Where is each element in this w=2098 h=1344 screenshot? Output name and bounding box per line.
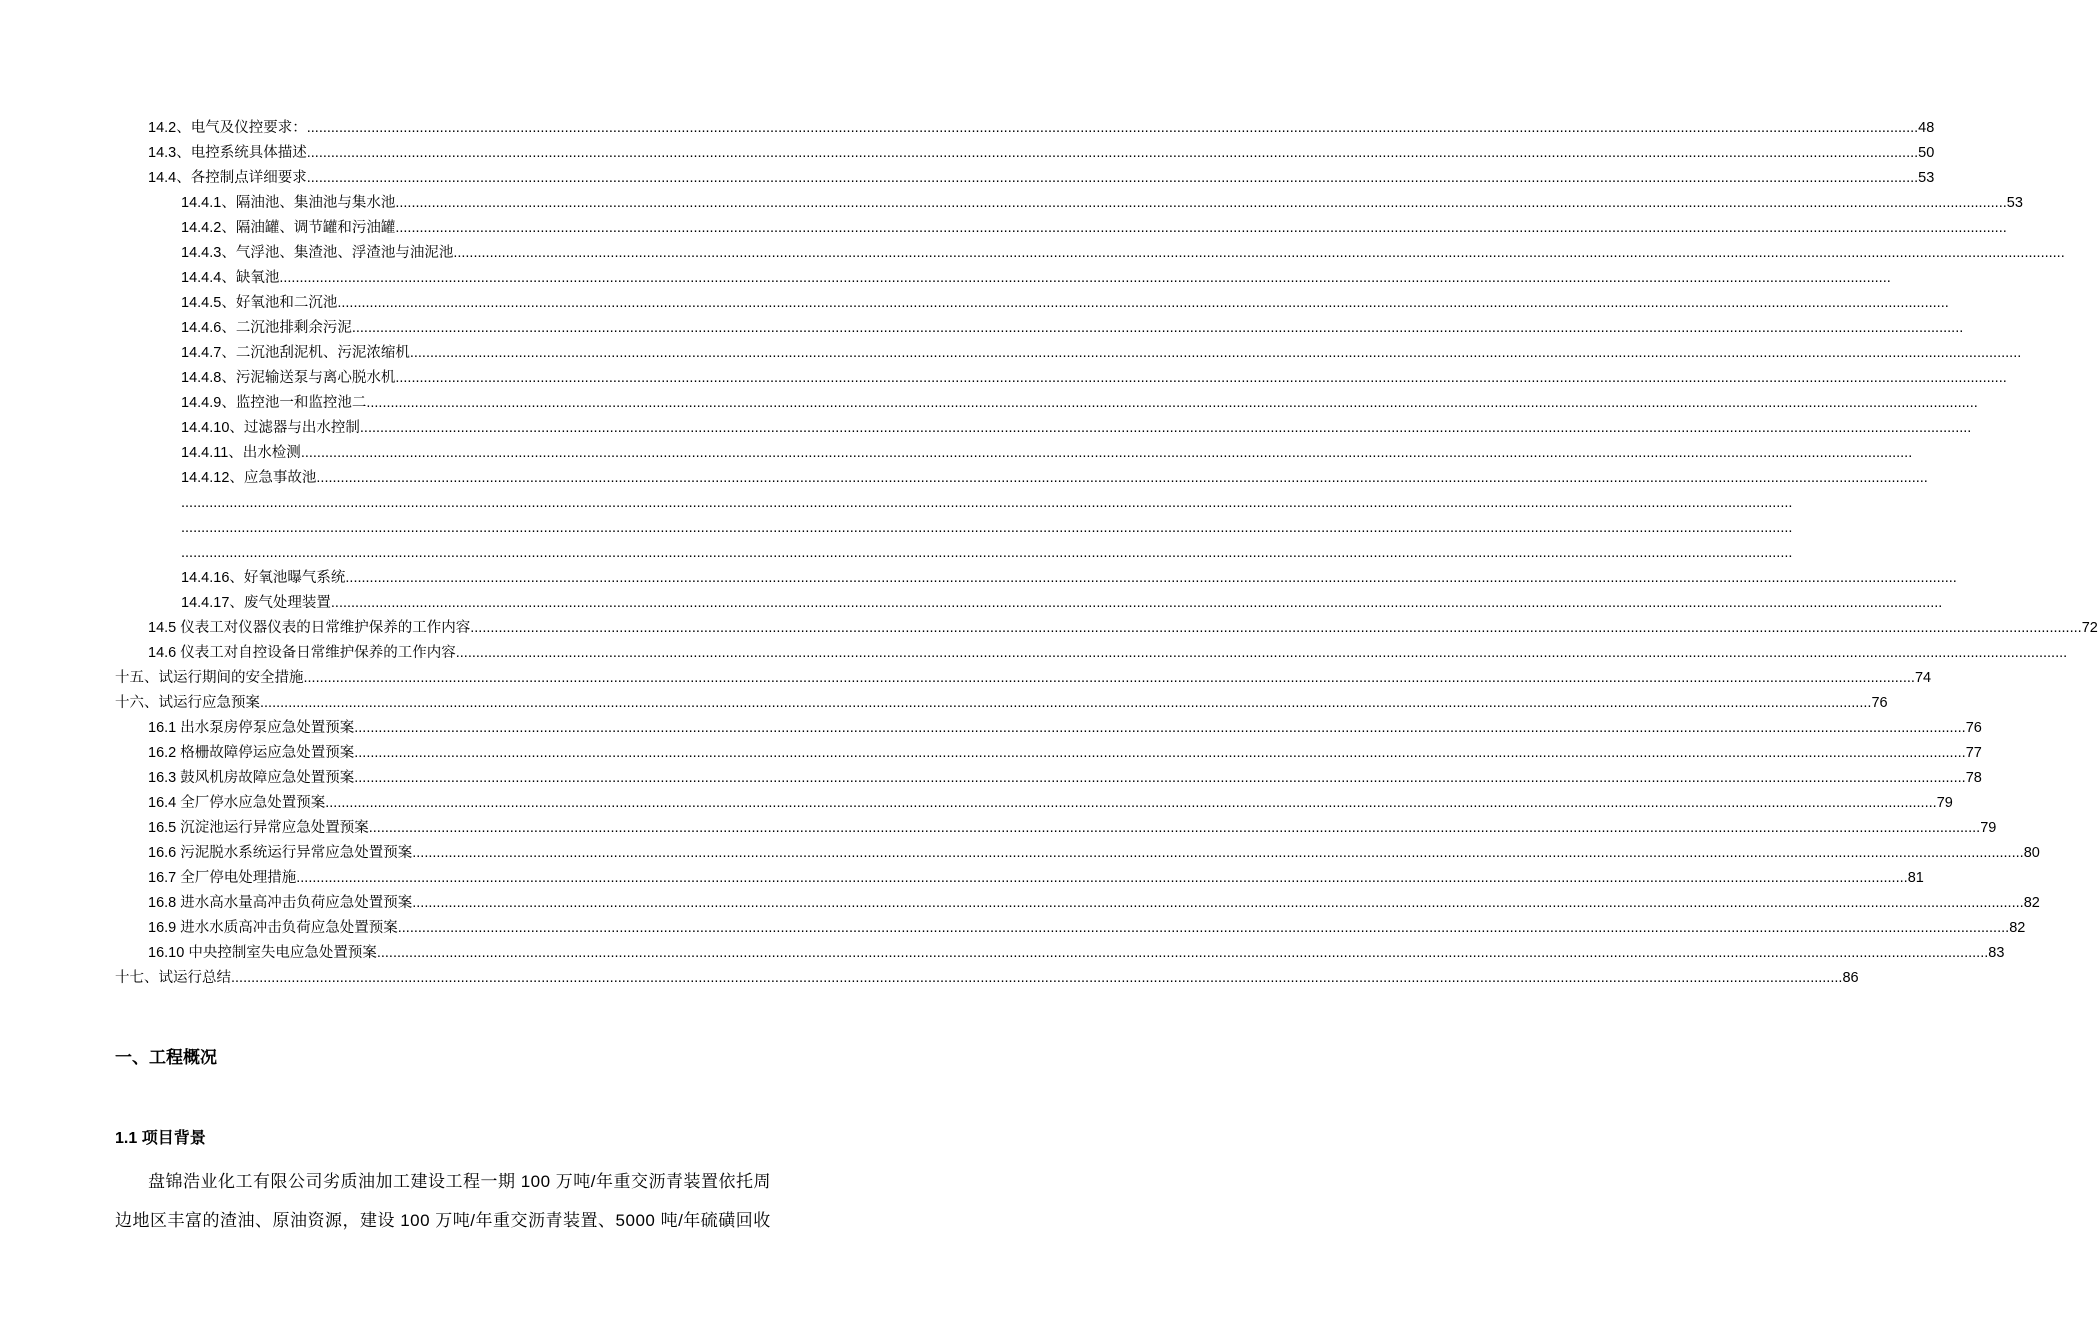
toc-entry-title: 14.4.5、好氧池和二沉池 (181, 295, 338, 311)
toc-entry-page: 53 (1918, 170, 1935, 186)
toc-entry[interactable] (0, 166, 1935, 191)
toc-entry[interactable] (0, 491, 1793, 516)
body-paragraph-line-2: 边地区丰富的渣油、原油资源，建设 100 万吨/年重交沥青装置、5000 吨/年硫磺回收 (115, 1211, 771, 1230)
toc-dot-leader: ................................................................................................................................................................................................................................................................................................................................................................................................................ (296, 870, 1908, 886)
toc-entry[interactable] (0, 916, 2026, 941)
toc-entry-title: 14.4.4、缺氧池 (181, 270, 280, 286)
toc-entry[interactable] (0, 866, 1924, 891)
toc-entry-title: 14.4.7、二沉池刮泥机、污泥浓缩机 (181, 345, 410, 361)
toc-dot-leader: ................................................................................................................................................................................................................................................................................................................................................................................................................ (300, 445, 1913, 461)
toc-dot-leader: ................................................................................................................................................................................................................................................................................................................................................................................................................ (354, 720, 1966, 736)
toc-entry-page: 79 (1936, 795, 1953, 811)
toc-entry[interactable] (0, 841, 2040, 866)
toc-dot-leader: ................................................................................................................................................................................................................................................................................................................................................................................................................ (409, 345, 2022, 361)
table-of-contents (0, 116, 2098, 991)
toc-entry-title: 14.3、电控系统具体描述 (148, 145, 307, 161)
toc-dot-leader: ................................................................................................................................................................................................................................................................................................................................................................................................................ (354, 770, 1966, 786)
toc-dot-leader: ................................................................................................................................................................................................................................................................................................................................................................................................................ (316, 470, 1928, 486)
toc-entry-title: 14.4.3、气浮池、集渣池、浮渣池与油泥池 (181, 245, 454, 261)
toc-entry[interactable] (0, 341, 2022, 366)
toc-entry[interactable] (0, 441, 1913, 466)
toc-dot-leader: ................................................................................................................................................................................................................................................................................................................................................................................................................ (303, 670, 1915, 686)
toc-dot-leader: ................................................................................................................................................................................................................................................................................................................................................................................................................ (354, 745, 1966, 761)
toc-entry-page: 72 (2081, 620, 2098, 636)
toc-dot-leader: ................................................................................................................................................................................................................................................................................................................................................................................................................ (279, 270, 1891, 286)
toc-entry[interactable] (0, 891, 2040, 916)
toc-entry-title: 14.4.17、废气处理装置 (181, 595, 331, 611)
toc-entry[interactable] (0, 266, 1891, 291)
toc-entry-page: 50 (1918, 145, 1935, 161)
toc-entry-title: 14.4.8、污泥输送泵与离心脱水机 (181, 370, 396, 386)
toc-entry[interactable] (0, 291, 1949, 316)
toc-dot-leader: ................................................................................................................................................................................................................................................................................................................................................................................................................ (351, 320, 1964, 336)
toc-entry-title: 16.5 沉淀池运行异常应急处置预案 (148, 820, 369, 836)
toc-entry-page: 76 (1871, 695, 1888, 711)
section-heading: 一、工程概况 (115, 1048, 217, 1067)
toc-entry-title: 14.4.12、应急事故池 (181, 470, 317, 486)
toc-entry[interactable] (0, 591, 1943, 616)
toc-dot-leader: ................................................................................................................................................................................................................................................................................................................................................................................................................ (453, 245, 2065, 261)
toc-entry[interactable] (0, 466, 1928, 491)
toc-dot-leader: ................................................................................................................................................................................................................................................................................................................................................................................................................ (359, 420, 1972, 436)
toc-dot-leader: ................................................................................................................................................................................................................................................................................................................................................................................................................ (395, 370, 2007, 386)
toc-dot-leader: ................................................................................................................................................................................................................................................................................................................................................................................................................ (231, 970, 1843, 986)
toc-entry[interactable] (0, 541, 1793, 566)
toc-dot-leader: ................................................................................................................................................................................................................................................................................................................................................................................................................ (412, 845, 2024, 861)
toc-entry[interactable] (0, 616, 2098, 641)
toc-entry-title: 14.4.11、出水检测 (181, 445, 301, 461)
toc-entry-page: 48 (1918, 120, 1935, 136)
toc-entry-title: 14.4.16、好氧池曝气系统 (181, 570, 346, 586)
toc-entry-page: 77 (1965, 745, 1982, 761)
subsection-heading: 1.1 项目背景 (115, 1130, 206, 1147)
toc-entry[interactable] (0, 641, 2068, 666)
toc-entry-page: 86 (1842, 970, 1859, 986)
toc-entry-page: 82 (2023, 895, 2040, 911)
toc-entry[interactable] (0, 316, 1964, 341)
toc-dot-leader: ................................................................................................................................................................................................................................................................................................................................................................................................................ (395, 220, 2007, 236)
toc-entry[interactable] (0, 516, 1793, 541)
toc-entry-page: 74 (1914, 670, 1932, 686)
toc-dot-leader: ................................................................................................................................................................................................................................................................................................................................................................................................................ (376, 945, 1989, 961)
toc-entry-title: 十七、试运行总结 (115, 970, 231, 986)
toc-entry-page: 81 (1907, 870, 1924, 886)
toc-dot-leader: ................................................................................................................................................................................................................................................................................................................................................................................................................ (306, 145, 1919, 161)
toc-dot-leader: ................................................................................................................................................................................................................................................................................................................................................................................................................ (345, 570, 1957, 586)
toc-entry[interactable] (0, 566, 1957, 591)
toc-entry-title: 16.1 出水泵房停泵应急处置预案 (148, 720, 355, 736)
toc-entry[interactable] (0, 791, 1953, 816)
toc-dot-leader: ................................................................................................................................................................................................................................................................................................................................................................................................................ (306, 170, 1919, 186)
toc-entry[interactable] (0, 966, 1859, 991)
toc-dot-leader: ................................................................................................................................................................................................................................................................................................................................................................................................................ (260, 695, 1872, 711)
toc-entry-title: 16.4 全厂停水应急处置预案 (148, 795, 326, 811)
toc-entry-title: 16.6 污泥脱水系统运行异常应急处置预案 (148, 845, 413, 861)
toc-entry-page: 78 (1965, 770, 1982, 786)
toc-dot-leader: ................................................................................................................................................................................................................................................................................................................................................................................................................ (325, 795, 1937, 811)
toc-entry-title: 14.5 仪表工对仪器仪表的日常维护保养的工作内容 (148, 620, 471, 636)
toc-entry-title: 14.2、电气及仪控要求： (148, 120, 307, 136)
toc-entry-page: 76 (1965, 720, 1982, 736)
toc-entry-page: 82 (2009, 920, 2026, 936)
toc-entry-title: 16.10 中央控制室失电应急处置预案 (148, 945, 377, 961)
toc-entry-page: 83 (1988, 945, 2005, 961)
toc-entry-title: 14.4.10、过滤器与出水控制 (181, 420, 360, 436)
toc-entry[interactable] (0, 766, 1982, 791)
toc-dot-leader: ................................................................................................................................................................................................................................................................................................................................................................................................................ (412, 895, 2024, 911)
toc-dot-leader: ................................................................................................................................................................................................................................................................................................................................................................................................................ (455, 645, 2068, 661)
toc-dot-leader: ................................................................................................................................................................................................................................................................................................................................................................................................................ (181, 545, 1793, 561)
toc-entry[interactable] (0, 666, 1932, 691)
toc-entry-title: 十五、试运行期间的安全措施 (115, 670, 304, 686)
toc-entry-page: 80 (2023, 845, 2040, 861)
toc-entry[interactable] (0, 741, 1982, 766)
toc-entry-title: 14.4.6、二沉池排剩余污泥 (181, 320, 352, 336)
toc-entry[interactable] (0, 241, 2065, 266)
toc-dot-leader: ................................................................................................................................................................................................................................................................................................................................................................................................................ (470, 620, 2082, 636)
toc-entry[interactable] (0, 116, 1935, 141)
body-paragraph-line-1: 盘锦浩业化工有限公司劣质油加工建设工程一期 100 万吨/年重交沥青装置依托周 (148, 1172, 772, 1191)
toc-entry[interactable] (0, 691, 1888, 716)
toc-entry[interactable] (0, 716, 1982, 741)
toc-dot-leader: ................................................................................................................................................................................................................................................................................................................................................................................................................ (368, 820, 1981, 836)
toc-dot-leader: ................................................................................................................................................................................................................................................................................................................................................................................................................ (337, 295, 1949, 311)
toc-entry[interactable] (0, 141, 1935, 166)
toc-entry[interactable] (0, 191, 2023, 216)
toc-entry[interactable] (0, 941, 2005, 966)
toc-dot-leader: ................................................................................................................................................................................................................................................................................................................................................................................................................ (330, 595, 1943, 611)
toc-dot-leader: ................................................................................................................................................................................................................................................................................................................................................................................................................ (181, 520, 1793, 536)
toc-entry-page: 53 (2006, 195, 2023, 211)
toc-dot-leader: ................................................................................................................................................................................................................................................................................................................................................................................................................ (397, 920, 2010, 936)
toc-entry[interactable] (0, 416, 1972, 441)
toc-entry[interactable] (0, 216, 2007, 241)
toc-entry[interactable] (0, 366, 2007, 391)
toc-entry-title: 16.3 鼓风机房故障应急处置预案 (148, 770, 355, 786)
toc-dot-leader: ................................................................................................................................................................................................................................................................................................................................................................................................................ (181, 495, 1793, 511)
toc-entry-title: 16.8 进水高水量高冲击负荷应急处置预案 (148, 895, 413, 911)
toc-dot-leader: ................................................................................................................................................................................................................................................................................................................................................................................................................ (306, 120, 1919, 136)
toc-entry-title: 16.9 进水水质高冲击负荷应急处置预案 (148, 920, 398, 936)
toc-entry[interactable] (0, 391, 1978, 416)
toc-entry-page: 79 (1980, 820, 1997, 836)
toc-entry-title: 14.6 仪表工对自控设备日常维护保养的工作内容 (148, 645, 456, 661)
toc-entry[interactable] (0, 816, 1997, 841)
toc-entry-title: 16.2 格栅故障停运应急处置预案 (148, 745, 355, 761)
toc-dot-leader: ................................................................................................................................................................................................................................................................................................................................................................................................................ (366, 395, 1978, 411)
toc-entry-title: 14.4.1、隔油池、集油池与集水池 (181, 195, 396, 211)
toc-dot-leader: ................................................................................................................................................................................................................................................................................................................................................................................................................ (395, 195, 2007, 211)
toc-entry-title: 16.7 全厂停电处理措施 (148, 870, 297, 886)
toc-entry-title: 14.4.9、监控池一和监控池二 (181, 395, 367, 411)
toc-entry-title: 14.4.2、隔油罐、调节罐和污油罐 (181, 220, 396, 236)
toc-entry-title: 14.4、各控制点详细要求 (148, 170, 307, 186)
toc-entry-title: 十六、试运行应急预案 (115, 695, 260, 711)
